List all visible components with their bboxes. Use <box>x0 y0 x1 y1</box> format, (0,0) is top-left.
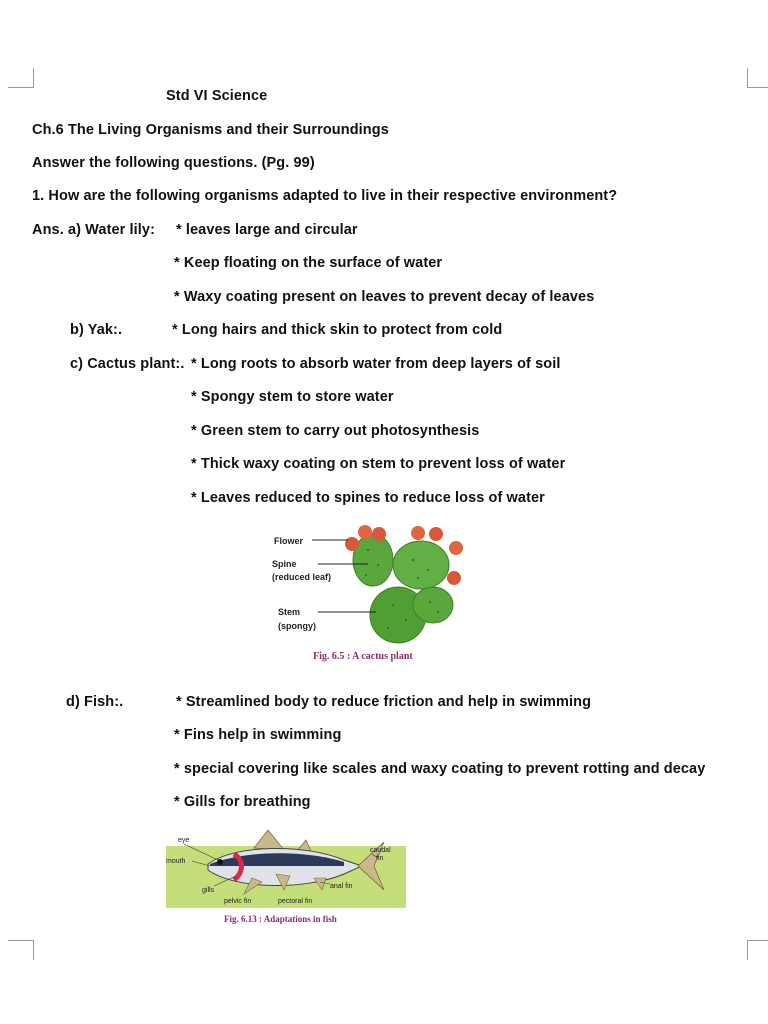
label-spine: Spine <box>272 559 297 569</box>
answer-cactus-point: * Spongy stem to store water <box>191 389 394 405</box>
answer-fish-label: d) Fish:. <box>66 694 124 710</box>
answer-fish-point: * Gills for breathing <box>174 794 311 810</box>
corner-mark-top-right-h <box>747 87 768 88</box>
answer-water-lily-point: * Keep floating on the surface of water <box>174 255 443 271</box>
label-mouth: mouth <box>166 858 186 865</box>
question: 1. How are the following organisms adapted to live in their respective environment? <box>32 188 618 204</box>
cactus-flower <box>345 537 359 551</box>
answer-water-lily-point: * leaves large and circular <box>176 222 358 238</box>
corner-mark-bottom-left-v <box>33 940 34 960</box>
cactus-flower <box>447 571 461 585</box>
cactus-pad <box>413 587 453 623</box>
cactus-pad <box>353 534 393 586</box>
answer-fish-point: * Streamlined body to reduce friction and help in swimming <box>176 694 592 710</box>
answer-yak-point: * Long hairs and thick skin to protect from cold <box>172 322 503 338</box>
chapter-title: Ch.6 The Living Organisms and their Surroundings <box>32 122 389 138</box>
label-caudal-fin: caudal <box>370 847 391 854</box>
answer-water-lily-point: * Waxy coating present on leaves to prevent decay of leaves <box>174 289 595 305</box>
label-spine-note: (reduced leaf) <box>272 572 332 582</box>
label-gills: gills <box>202 887 215 894</box>
label-caudal-fin-2: fin <box>376 855 384 862</box>
answer-fish-point: * Fins help in swimming <box>174 727 342 743</box>
answer-cactus-label: c) Cactus plant:. <box>70 356 185 372</box>
cactus-flower <box>449 541 463 555</box>
answer-fish-point: * special covering like scales and waxy coating to prevent rotting and decay <box>174 761 706 777</box>
cactus-flower <box>358 525 372 539</box>
label-pectoral-fin: pectoral fin <box>278 898 313 905</box>
cactus-flower <box>429 527 443 541</box>
label-stem: Stem <box>278 607 301 617</box>
corner-mark-top-left-v <box>33 68 34 88</box>
answer-cactus-point: * Leaves reduced to spines to reduce loss of water <box>191 490 545 506</box>
fish-caption: Fig. 6.13 : Adaptations in fish <box>224 914 337 924</box>
cactus-flower <box>411 526 425 540</box>
cactus-figure <box>268 520 478 650</box>
label-pelvic-fin: pelvic fin <box>224 898 252 905</box>
instruction: Answer the following questions. (Pg. 99) <box>32 155 315 171</box>
corner-mark-top-left-h <box>8 87 34 88</box>
label-anal-fin: anal fin <box>330 883 353 890</box>
cactus-caption: Fig. 6.5 : A cactus plant <box>313 651 413 662</box>
cactus-pad <box>393 541 449 589</box>
answer-yak-label: b) Yak:. <box>70 322 123 338</box>
corner-mark-bottom-left-h <box>8 940 34 941</box>
corner-mark-top-right-v <box>747 68 748 88</box>
answer-cactus-point: * Long roots to absorb water from deep layers of soil <box>191 356 561 372</box>
label-flower: Flower <box>274 536 304 546</box>
answer-water-lily-label: Ans. a) Water lily: <box>32 222 156 238</box>
answer-cactus-point: * Green stem to carry out photosynthesis <box>191 423 480 439</box>
cactus-flower <box>372 527 386 541</box>
answer-cactus-point: * Thick waxy coating on stem to prevent loss of water <box>191 456 566 472</box>
label-eye: eye <box>178 837 190 844</box>
corner-mark-bottom-right-h <box>747 940 768 941</box>
course-title: Std VI Science <box>166 88 268 104</box>
label-stem-note: (spongy) <box>278 621 316 631</box>
fish-figure <box>166 828 406 910</box>
corner-mark-bottom-right-v <box>747 940 748 960</box>
